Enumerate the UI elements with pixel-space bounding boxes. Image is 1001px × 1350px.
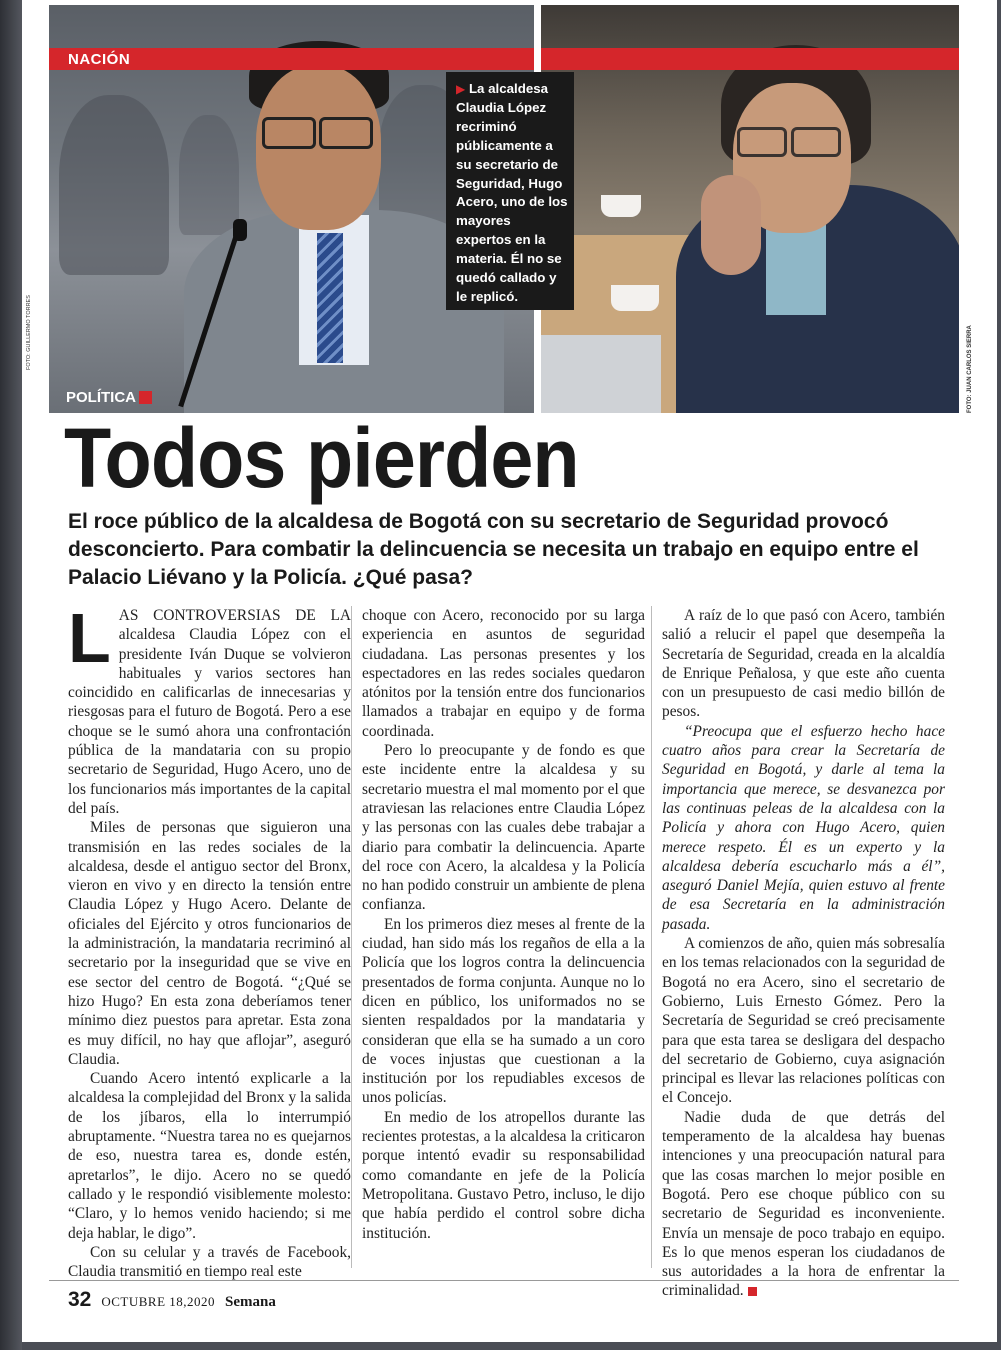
article-paragraph: Con su celular y a través de Facebook, Claudia transmitió en tiempo real este	[68, 1243, 351, 1281]
article-paragraph: A comienzos de año, quien más sobresalía en los temas relacionados con la seguridad de Bogotá no era Acero, sino el secretario de Gobierno, Luis Ernesto Gómez. Pero la Secretaría de Seguridad se creó precisamente para que esta tarea se desligara del despacho del secretario de Gobierno, cuya asignación principal es llevar las relaciones políticas con el Concejo.	[662, 935, 945, 1107]
issue-date: OCTUBRE 18,2020	[101, 1294, 216, 1309]
article-paragraph: Pero lo preocupante y de fondo es que este incidente entre la alcaldesa y su secretario muestra el mal momento por el que atraviesan las relaciones entre Claudia López y las personas con las cuales debe trabajar a diario para combatir la delincuencia. Aparte del roce con Acero, la alcaldesa y la Policía no han podido construir un ambiente de plena confianza.	[362, 742, 645, 914]
article-paragraph: LAS CONTROVERSIAS DE LA alcaldesa Claudia López con el presidente Iván Duque se volvieron habituales y varios sectores han coincidido en calificarlas de innecesarias y riesgosas para el futuro de Bogotá. Pero a ese choque se le sumó ahora una confrontación pública de la mandataria con su propio secretario de Seguridad, Hugo Acero, uno de los funcionarios más importantes de la capital del país.	[68, 599, 351, 817]
photo-credit-right: FOTO: JUAN CARLOS SIERRA	[967, 325, 973, 413]
magazine-page	[22, 0, 997, 1342]
article-paragraph: A raíz de lo que pasó con Acero, también salió a relucir el papel que desempeña la Secretaría de Seguridad, creada en la alcaldía de Enrique Peñalosa, y que este año cuenta con un presupuesto de casi medio billón de pesos.	[662, 607, 945, 721]
column-rule	[651, 606, 652, 1268]
article-paragraph: Cuando Acero intentó explicarle a la alcaldesa la complejidad del Bronx y la salida de los jíbaros, ella lo interrumpió abruptamente. “Nuestra tarea no es quejarnos de eso, nuestra tarea es, donde estén, apretarlos”, le dijo. Acero no se quedó callado y le respondió visiblemente molesto: “Claro, y lo hemos venido haciendo; si me deja hablar, le digo”.	[68, 1070, 351, 1242]
section-bar-right	[541, 48, 959, 70]
page-frame-rule	[49, 1280, 959, 1281]
article-paragraph: choque con Acero, reconocido por su larga experiencia en asuntos de seguridad ciudadana. Las personas presentes y los espectadores en las redes sociales quedaron atónitos por la tensión entre dos funcionarios llamados a trabajar en equipo y de forma coordinada.	[362, 607, 645, 740]
column-rule	[351, 606, 352, 1268]
magazine-spine	[0, 0, 22, 1350]
section-square-icon	[139, 391, 152, 404]
article-column-2	[362, 606, 645, 1243]
article-column-1	[68, 599, 351, 1281]
photo-caption	[446, 72, 574, 310]
photo-caption-text: La alcaldesa Claudia López recriminó públicamente a su secretario de Seguridad, Hugo Acero, uno de los mayores expertos en la materia. Él no se quedó callado y le replicó.	[456, 81, 568, 304]
photo-credit-left: FOTO: GUILLERMO TORRES	[26, 295, 32, 370]
headline: Todos pierden	[64, 411, 579, 505]
page-footer	[68, 1288, 276, 1312]
magazine-name: Semana	[225, 1294, 276, 1310]
article-paragraph: En los primeros diez meses al frente de la ciudad, han sido más los regaños de ella a la Policía que los logros contra la delincuencia presentados de forma conjunta. Aunque no lo dicen en público, los uniformados no se sienten respaldados por la mandataria y consideran que ella se ha sumado a un coro de voces injustas que cuestionan a la institución por los repudiables excesos de unos policías.	[362, 915, 645, 1107]
article-paragraph: Nadie duda de que detrás del temperamento de la alcaldesa hay buenas intenciones y una preocupación natural para que las cosas marchen lo mejor posible en Bogotá. Pero ese choque público con su secretario de Seguridad es inconveniente. Envía un mensaje de poco trabajo en equipo. Es lo que menos esperan los ciudadanos de sus autoridades a la hora de enfrentar la criminalidad.	[662, 1108, 945, 1300]
section-label: NACIÓN	[68, 51, 131, 68]
drop-cap: L	[68, 599, 111, 677]
caption-arrow-icon: ▶	[456, 82, 466, 96]
subsection-text: POLÍTICA	[66, 389, 136, 406]
article-column-3	[662, 606, 945, 1301]
article-paragraph: En medio de los atropellos durante las recientes protestas, a la alcaldesa la criticaron porque intentó evadir su responsabilidad como comandante en jefe de la Policía Metropolitana. Gustavo Petro, incluso, le dijo que había perdido el control sobre dicha institución.	[362, 1108, 645, 1242]
dek: El roce público de la alcaldesa de Bogotá con su secretario de Seguridad provocó desconcierto. Para combatir la delincuencia se necesita un trabajo en equipo entre el Palacio Liévano y la Policía. ¿Qué pasa?	[68, 510, 919, 589]
article-paragraph: Miles de personas que siguieron una transmisión en las redes sociales de la alcaldesa, desde el antiguo sector del Bronx, vieron en vivo y en directo la tensión entre Claudia López y Hugo Acero. Delante de oficiales del Ejército y otros funcionarios de la administración, la mandataria recriminó al secretario por la inseguridad que se vive en ese sector del centro de Bogotá. “¿Qué se hizo Hugo? En esta zona deberíamos tener mínimo diez puestos para apretar. Esta zona es muy difícil, no hay que aflojar”, aseguró Claudia.	[68, 819, 351, 1068]
end-square-icon	[748, 1287, 757, 1296]
article-paragraph: “Preocupa que el esfuerzo hecho hace cuatro años para crear la Secretaría de Seguridad en Bogotá, y darle al tema la importancia que merece, se desvanezca por las continuas peleas de la alcaldesa con la Policía y ahora con Hugo Acero, quien merece respeto. Él es un experto y la alcaldesa debería escucharlo más a él”, aseguró Daniel Mejía, quien estuvo al frente de esa Secretaría en la administración pasada.	[662, 722, 945, 933]
page-number: 32	[68, 1288, 92, 1311]
subsection-label	[66, 389, 152, 406]
